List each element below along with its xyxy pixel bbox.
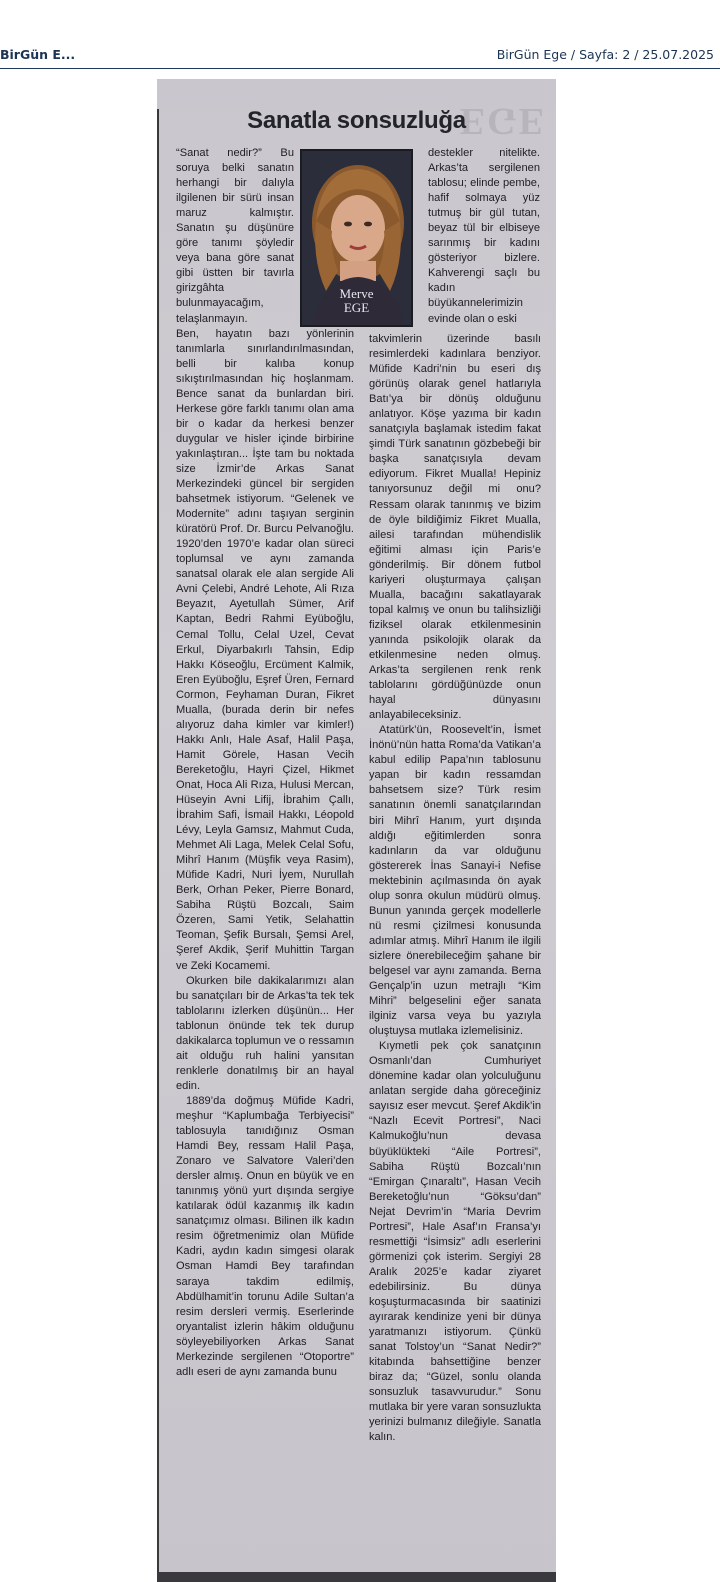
newspaper-clipping	[157, 79, 556, 1582]
article-paragraph: “Sanat nedir?” Bu soruya belki sanatın herhangi bir dalıyla ilgilenen bir sürü insan maruz kalmıştır. Sanatın şu düşünüre göre tanımı şöyledir veya bana göre sanat gibi üstten bir tavırla girizgâhta bulunmayacağım, telaşlanmayın.	[176, 147, 294, 325]
article-paragraph: Atatürk’ün, Roosevelt’in, İsmet İnönü’nün hatta Roma’da Vatikan’a kabul edilip Papa’nın tablosunu yapan bir kadın ressamdan bahsetsem size? Türk resim sanatının önemli sanatçılarından biri Mihrî Hanım, yurt dışında aldığı eğitimlerden sonra kadınların da var olduğunu göstererek İnas Sanayi-i Nefise mektebinin açılmasında ön ayak olup sonra okulun müdürü olmuş. Bunun yanında gerçek modellerle nü resmi çizilmesi konusunda adımlar atmış. Mihrî Hanım ile ilgili sizlere önerebileceğim şahane bir belgesel var aynı zamanda. Berna Gençalp’in uzun metrajlı “Kim Mihri” belgeselini eğer sanata ilginiz varsa veya bu yazıyla oluştuysa mutlaka izlemelisiniz.	[369, 724, 541, 1038]
article-column-right	[369, 332, 541, 1445]
article-column-left	[176, 146, 354, 1380]
article-paragraph: 1889’da doğmuş Müfide Kadri, meşhur “Kaplumbağa Terbiyecisi” tablosuyla tanıdığınız Osman Hamdi Bey, ressam Halil Paşa, Zonaro ve Salvatore Valeri’den dersler almış. Onun en büyük ve en tanınmış yönü yurt dışında sergiye katılarak ödül kazanmış ilk kadın sanatçımız olması. Bilinen ilk kadın resim öğretmenimiz olan Müfide Kadri, aydın kadın simgesi olarak Osman Hamdi Bey tarafından saraya takdim edilmiş, Abdülhamit’in torunu Adile Sultan’a resim dersleri vermiş. Eserlerinde oryantalist izlerin hâkim olduğunu söyleyebiliyorken Arkas Sanat Merkezinde sergilenen “Otoportre” adlı eseri de aynı zamanda bunu	[176, 1094, 354, 1378]
article-paragraph: Ben, hayatın bazı yönlerinin tanımlarla sınırlandırılmasından, belli bir kalıba konup sıkıştırılmasından hiç hoşlanmam. Bence sanat da bunlardan biri. Herkese göre farklı tanımı olan ama bir o kadar da herkesi benzer duygular ve hisler içinde birbirine yakınlaştıran... İşte tam bu noktada size İzmir’de Arkas Sanat Merkezindeki güncel bir sergiden bahsetmek istiyorum. “Gelenek ve Modernite” adını taşıyan serginin küratörü Prof. Dr. Burcu Pelvanoğlu. 1920’den 1970’e kadar olan süreci toplumsal ve aynı zamanda sanatsal olarak ele alan sergide Ali Avni Çelebi, André Lehote, Ali Rıza Beyazıt, Ayetullah Sümer, Arif Kaptan, Bedri Rahmi Eyüboğlu, Cemal Tollu, Celal Uzel, Cevat Erkul, Diyarbakırlı Tahsin, Edip Hakkı Köseoğlu, Ercüment Kalmik, Eren Eyüboğlu, Eşref Üren, Fernard Cormon, Feyhaman Duran, Fikret Mualla, (burada derin bir nefes alıyoruz daha kimler var kimler!) Hakkı Anlı, Hale Asaf, Halil Paşa, Hamit Görele, Hasan Vecih Bereketoğlu, Hayri Çizel, Hikmet Onat, Hoca Ali Rıza, Hulusi Mercan, Hüseyin Avni Lifij, İbrahim Çallı, İbrahim Safi, İsmail Hakkı, Léopold Lévy, Leyla Gamsız, Mahmut Cuda, Mehmet Ali Laga, Melek Celal Sofu, Mihrî Hanım (Müşfik veya Rasim), Müfide Kadri, Nuri İyem, Nurullah Berk, Orhan Peker, Pierre Bonard, Sabiha Rüştü Bozcalı, Saim Özeren, Sami Yetik, Selahattin Teoman, Şefik Bursalı, Şemsi Arel, Şeref Akdik, Şerif Muhittin Targan ve Zeki Kocamemi.	[176, 327, 354, 972]
page-info: BirGün Ege / Sayfa: 2 / 25.07.2025	[496, 47, 714, 62]
clipping-edge	[157, 109, 159, 1582]
author-last-name: EGE	[343, 300, 370, 315]
author-name	[302, 287, 411, 315]
article-paragraph: Okurken bile dakikalarımızı alan bu sanatçıları bir de Arkas’ta tek tek tablolarını izlerken düşünün... Her tablonun önünde tek tek durup dakikalarca toplumun ve o ressamın ait olduğu ruh halini yansıtan renklerle donatılmış bir an hayal edin.	[176, 974, 354, 1092]
clipping-bottom-band	[157, 1572, 556, 1582]
author-first-name: Merve	[339, 286, 374, 301]
article-title: Sanatla sonsuzluğa	[247, 107, 466, 134]
article-paragraph: Kıymetli pek çok sanatçının Osmanlı’dan Cumhuriyet dönemine kadar olan yolculuğunu anlatan sergide daha göreceğiniz sayısız eser mevcut. Şeref Akdik’in “Nazlı Ecevit Portresi”, Naci Kalmukoğlu’nun devasa büyüklükteki “Aile Portresi”, Sabiha Rüştü Bozcalı’nın “Emirgan Çınaraltı”, Hasan Vecih Bereketoğlu’nun “Göksu’dan” Nejat Devrim’in “Maria Devrim Portresi”, Hale Asaf’ın Fransa’yı resmettiği “İsimsiz” adlı eserlerini görmenizi çok isterim. Sergiyi 28 Aralık 2025’e kadar ziyaret edebilirsiniz. Bu dünya koşuşturmacasında bir saatinizi ayırarak kendinize yeni bir dünya yaratmanızı istiyorum. Çünkü sanat Tolstoy’un “Sanat Nedir?” kitabında bahsettiğine benzer biraz da; “Güzel, sonlu olanda sonsuzluk tasavvurudur.” Sonu mutlaka bir yere varan sonsuzlukta yerinizi bulmanız dileğiyle. Sanatla kalın.	[369, 1040, 541, 1444]
viewer-header	[0, 0, 720, 69]
article-paragraph: takvimlerin üzerinde basılı resimlerdeki kadınlara benziyor. Müfide Kadri’nin bu eseri dış görünüş olarak genel hatlarıyla Batı’ya bir dönüş olduğunu anlatıyor. Köşe yazıma bir kadın sanatçıyla başlamak istedim fakat şimdi Türk sanatının gözbebeği bir başka sanatçısıyla devam ediyorum. Fikret Mualla! Hepiniz tanıyorsunuz değil mi onu? Ressam olarak tanınmış ve bizim de öyle bildiğimiz Fikret Mualla, ailesi tarafından mühendislik eğitimi alması için Paris’e gönderilmiş. Bir dönem futbol kariyeri oluşturmaya çalışan Mualla, bacağını sakatlayarak topal kalmış ve onun bu talihsizliği fiziksel olarak etkilenmesinin yanında psikolojik olarak da etkilenmesine neden olmuş. Arkas’ta sergilenen renk renk tablolarını gördüğünüzde onun hayal dünyasını anlayabileceksiniz.	[369, 333, 541, 722]
author-photo	[300, 149, 413, 327]
article-paragraph: destekler nitelikte. Arkas’ta sergilenen tablosu; elinde pembe, hafif solmaya yüz tutmuş bir gül tutan, beyaz tül bir elbiseye sarınmış bir kadını gösteriyor bizlere. Kahverengi saçlı bu kadın büyükannelerimizin evinde olan o eski	[428, 147, 540, 325]
publication-title[interactable]: BirGün E...	[0, 47, 76, 62]
bleed-through-texture: EGE	[459, 100, 546, 142]
article-column-right-top	[428, 146, 540, 327]
